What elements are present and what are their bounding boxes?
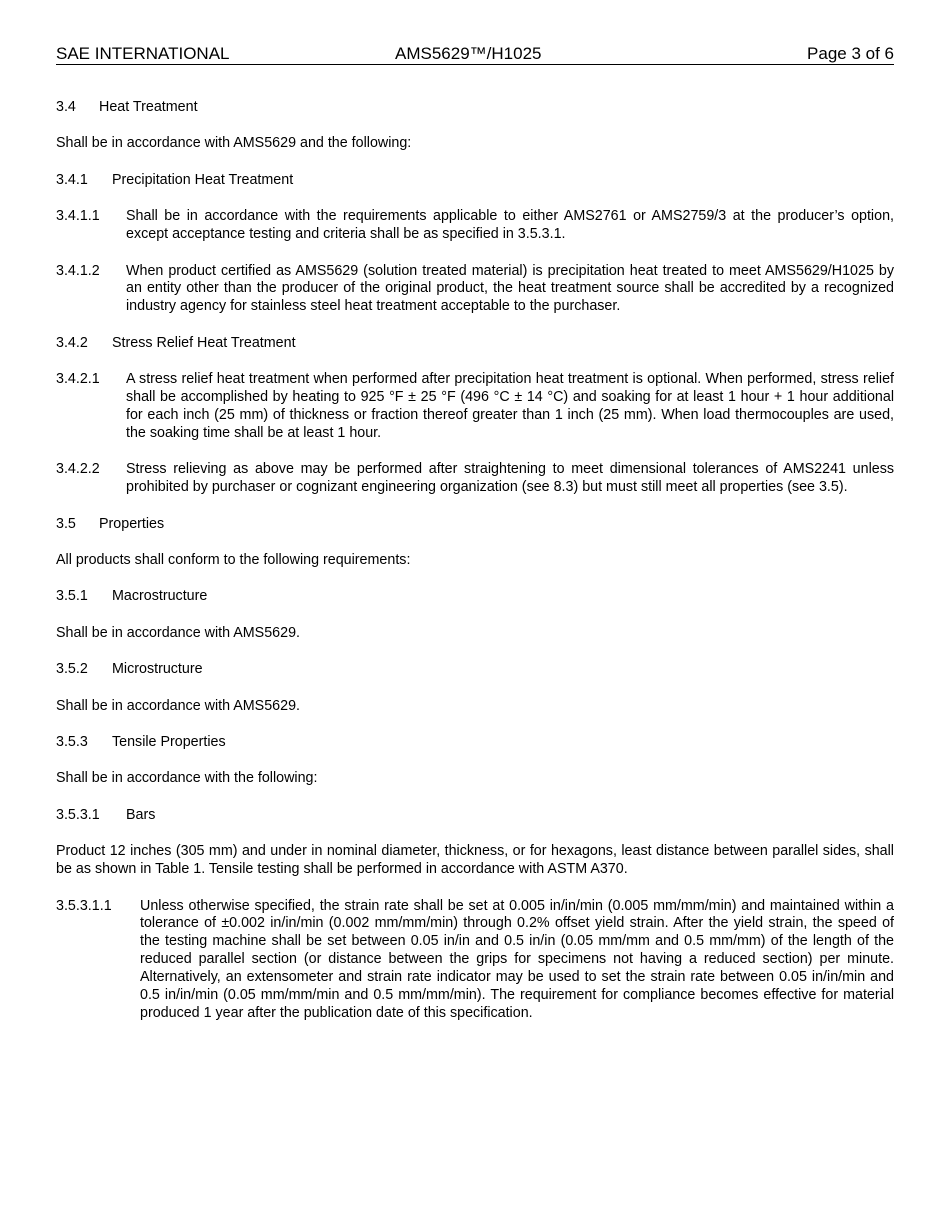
paragraph-3-4-1-2 [56,263,894,317]
section-number: 3.4 [56,99,76,115]
paragraph-3-4-1-1 [56,208,894,244]
section-heading-3-5 [56,516,894,534]
paragraph-number: 3.4.2.1 [56,371,100,388]
section-number: 3.5 [56,515,76,532]
paragraph-text: When product certified as AMS5629 (solution treated material) is precipitation heat treated to meet AMS5629/H1025 by an entity other than the producer of the original product, the heat treatment source shall be accredited by a recognized industry agency for stainless steel heat treatment acceptable to the purchaser. [126,262,894,315]
section-title: Precipitation Heat Treatment [112,171,294,188]
section-number: 3.5.1 [56,588,88,605]
paragraph-number: 3.4.1.1 [56,208,100,225]
section-title: Microstructure [112,661,203,678]
section-heading-3-4-1 [56,172,894,190]
section-heading-3-5-3-1 [56,807,894,825]
paragraph-number: 3.4.2.2 [56,461,100,478]
section-heading-3-5-3 [56,734,894,752]
document-body [56,99,894,1023]
section-heading-3-5-2 [56,661,894,679]
section-title: Properties [99,515,165,532]
section-heading-3-5-1 [56,588,894,606]
header-document-number: AMS5629™/H1025 [395,44,542,63]
paragraph-3-4-2-2 [56,461,894,497]
section-number: 3.5.3.1 [56,806,100,823]
section-title: Bars [126,806,156,823]
paragraph-text: Unless otherwise specified, the strain rate shall be set at 0.005 in/in/min (0.005 mm/mm/min) and maintained within a tolerance of ±0.002 in/in/min (0.002 mm/mm/min) through 0.2% offset yield strain. After the yield strain, the speed of the testing machine shall be set between 0.05 in/in and 0.5 in/in (0.05 mm/mm and 0.5 mm/mm) of the length of the reduced parallel section (or distance between the grips for specimens not having a reduced section) per minute. Alternatively, an extensometer and strain rate indicator may be used to set the strain rate between 0.05 in/in/min and 0.5 in/in/min (0.05 mm/mm/min and 0.5 mm/mm/min). The requirement for compliance becomes effective for material produced 1 year after the publication date of this specification. [140,897,894,1021]
section-title: Stress Relief Heat Treatment [112,334,296,351]
section-number: 3.4.2 [56,334,88,351]
document-page [56,44,894,1023]
section-heading-3-4 [56,99,894,117]
paragraph-3-5-1-text: Shall be in accordance with AMS5629. [56,624,300,641]
header-organization: SAE INTERNATIONAL [56,44,230,63]
paragraph-3-5-intro: All products shall conform to the following requirements: [56,552,411,568]
page-header [56,44,894,65]
section-number: 3.5.3 [56,734,88,751]
section-title: Macrostructure [112,588,208,605]
paragraph-3-4-intro: Shall be in accordance with AMS5629 and the following: [56,135,412,152]
section-title: Tensile Properties [112,734,226,751]
section-title: Heat Treatment [99,99,198,115]
paragraph-text: Stress relieving as above may be performed after straightening to meet dimensional tolerances of AMS2241 unless prohibited by purchaser or cognizant engineering organization (see 8.3) but must still meet all properties (see 3.5). [126,461,894,496]
paragraph-3-5-3-1-text: Product 12 inches (305 mm) and under in nominal diameter, thickness, or for hexagons, least distance between parallel sides, shall be as shown in Table 1. Tensile testing shall be performed in accordance with ASTM A370. [56,843,894,878]
paragraph-text: Shall be in accordance with the requirements applicable to either AMS2761 or AMS2759/3 at the producer’s option, except acceptance testing and criteria shall be as specified in 3.5.3.1. [126,208,894,243]
header-page-number: Page 3 of 6 [807,44,894,63]
paragraph-3-5-3-1-1 [56,898,894,1023]
paragraph-3-5-3-text: Shall be in accordance with the following: [56,770,318,787]
paragraph-3-5-2-text: Shall be in accordance with AMS5629. [56,697,300,714]
section-number: 3.5.2 [56,661,88,678]
section-number: 3.4.1 [56,171,88,188]
paragraph-text: A stress relief heat treatment when performed after precipitation heat treatment is optional. When performed, stress relief shall be accomplished by heating to 925 °F ± 25 °F (496 °C ± 14 °C) and soaking for at least 1 hour + 1 hour additional for each inch (25 mm) of thickness or fraction thereof greater than 1 inch (25 mm). When load thermocouples are used, the soaking time shall be at least 1 hour. [126,371,894,441]
paragraph-number: 3.4.1.2 [56,262,100,279]
paragraph-number: 3.5.3.1.1 [56,897,112,914]
section-heading-3-4-2 [56,335,894,353]
paragraph-3-4-2-1 [56,371,894,443]
